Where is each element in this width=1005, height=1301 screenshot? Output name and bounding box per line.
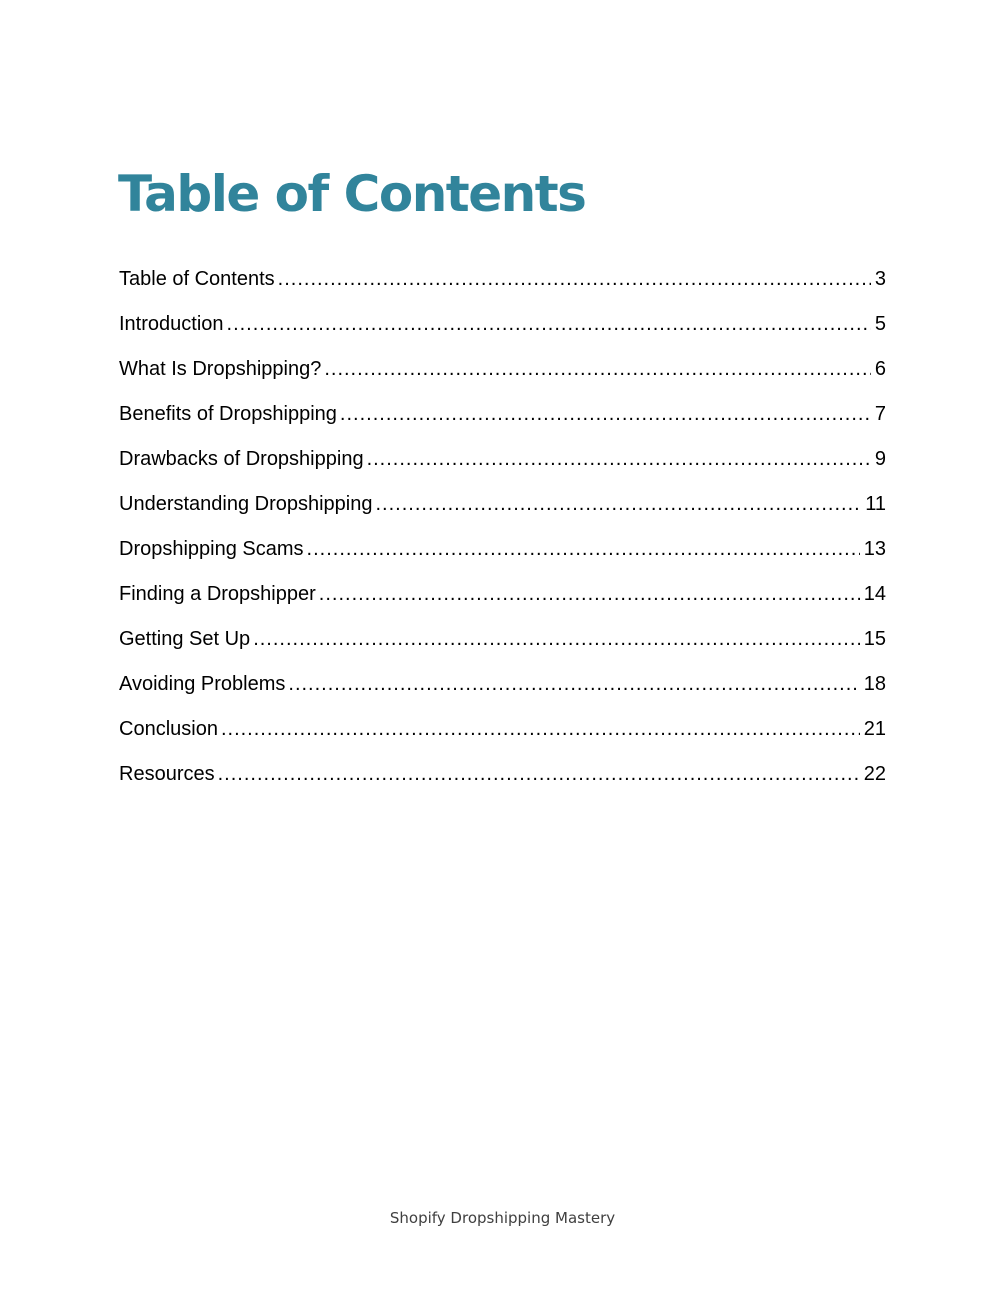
toc-entry-title: Getting Set Up xyxy=(119,628,251,650)
toc-entry-title: Resources xyxy=(119,763,215,785)
page-title: Table of Contents xyxy=(118,165,586,223)
toc-entry[interactable] xyxy=(119,355,886,400)
toc-entry[interactable] xyxy=(119,445,886,490)
toc-entry[interactable] xyxy=(119,400,886,445)
toc-entry-title: Conclusion xyxy=(119,718,218,740)
toc-dot-leader xyxy=(221,715,860,743)
toc-page-number: 3 xyxy=(874,268,886,290)
toc-dot-leader xyxy=(367,445,871,473)
toc-entry-title: Dropshipping Scams xyxy=(119,538,304,560)
toc-page-number: 6 xyxy=(874,358,886,380)
toc-entry[interactable] xyxy=(119,715,886,760)
toc-entry[interactable] xyxy=(119,625,886,670)
toc-entry[interactable] xyxy=(119,760,886,805)
toc-entry[interactable] xyxy=(119,670,886,715)
toc-page-number: 7 xyxy=(874,403,886,425)
toc-entry[interactable] xyxy=(119,535,886,580)
toc-entry-title: Introduction xyxy=(119,313,224,335)
toc-dot-leader xyxy=(324,355,871,383)
toc-page-number: 22 xyxy=(863,763,886,785)
toc-entry-title: Understanding Dropshipping xyxy=(119,493,373,515)
toc-page-number: 15 xyxy=(863,628,886,650)
toc-page-number: 14 xyxy=(863,583,886,605)
toc-dot-leader xyxy=(253,625,860,653)
toc-dot-leader xyxy=(218,760,860,788)
toc-entry[interactable] xyxy=(119,490,886,535)
toc-entry-title: Finding a Dropshipper xyxy=(119,583,316,605)
page-footer: Shopify Dropshipping Mastery xyxy=(389,1209,616,1227)
toc-entry-title: Drawbacks of Dropshipping xyxy=(119,448,364,470)
toc-entry-title: Benefits of Dropshipping xyxy=(119,403,337,425)
toc-dot-leader xyxy=(278,265,871,293)
toc-page-number: 5 xyxy=(874,313,886,335)
toc-page-number: 9 xyxy=(874,448,886,470)
toc-entry-title: Table of Contents xyxy=(119,268,275,290)
toc-entry[interactable] xyxy=(119,580,886,625)
toc-dot-leader xyxy=(340,400,871,428)
toc-list xyxy=(119,265,886,805)
toc-page-number: 21 xyxy=(863,718,886,740)
toc-dot-leader xyxy=(307,535,860,563)
toc-dot-leader xyxy=(319,580,860,608)
toc-entry-title: What Is Dropshipping? xyxy=(119,358,322,380)
toc-dot-leader xyxy=(376,490,862,518)
toc-page-number: 18 xyxy=(863,673,886,695)
toc-entry[interactable] xyxy=(119,310,886,355)
toc-page-number: 13 xyxy=(863,538,886,560)
toc-page-number: 11 xyxy=(865,493,886,515)
toc-dot-leader xyxy=(288,670,859,698)
toc-dot-leader xyxy=(227,310,871,338)
toc-entry-title: Avoiding Problems xyxy=(119,673,286,695)
toc-entry[interactable] xyxy=(119,265,886,310)
